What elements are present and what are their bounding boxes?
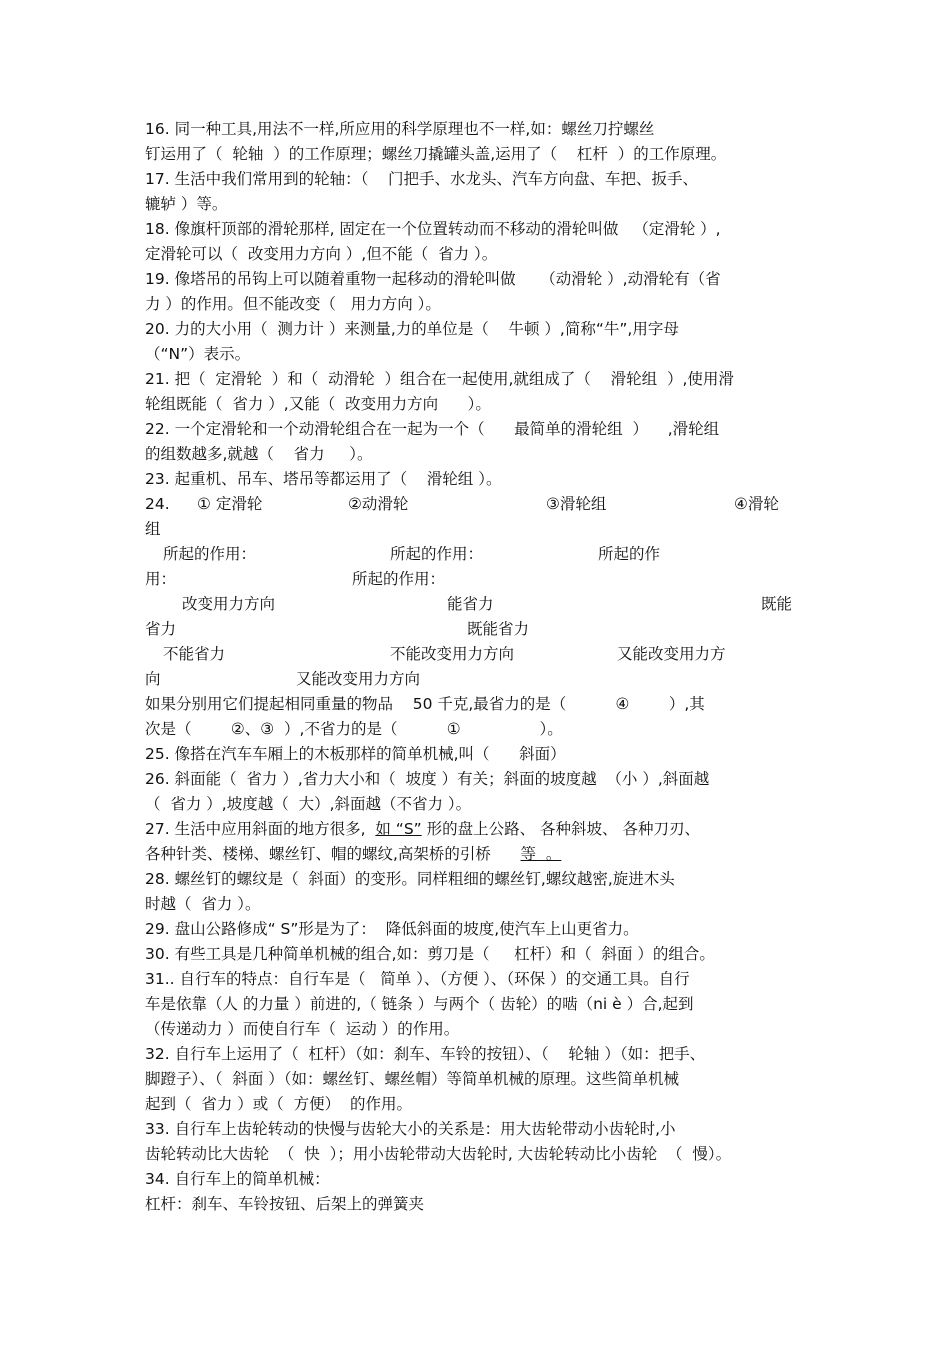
text-line: 辘轳 ）等。 bbox=[145, 195, 228, 213]
text-line: 时越（ 省力 ）。 bbox=[145, 895, 261, 913]
table-cell: 所起的作用： bbox=[163, 545, 257, 563]
table-cell: 改变用力方向 bbox=[182, 595, 276, 613]
text-line: 的组数越多,就越（ 省力 ）。 bbox=[145, 445, 373, 463]
text-line: 31.. 自行车的特点：自行车是（ 简单 ）、（方便 ）、（环保 ）的交通工具。自行 bbox=[145, 970, 690, 988]
table-cell: 所起的作用： bbox=[352, 570, 446, 588]
table-line bbox=[145, 567, 815, 592]
text-line: 30. 有些工具是几种简单机械的组合,如：剪刀是（ 杠杆）和（ 斜面 ）的组合。 bbox=[145, 945, 715, 963]
underlined-text: 等 。 bbox=[520, 845, 562, 863]
text-line: 车是依靠（人 的力量 ）前进的,（ 链条 ）与两个（ 齿轮）的啮（ni è ）合,起到 bbox=[145, 995, 694, 1013]
text-line: 次是（ ②、③ ）,不省力的是（ ① ）。 bbox=[145, 720, 563, 738]
text-line: 轮组既能（ 省力 ）,又能（ 改变用力方向 ）。 bbox=[145, 395, 491, 413]
table-cell: ④滑轮 bbox=[734, 495, 779, 513]
text-line: 22. 一个定滑轮和一个动滑轮组合在一起为一个（ 最简单的滑轮组 ） ,滑轮组 bbox=[145, 420, 720, 438]
text-line: （“N”）表示。 bbox=[145, 345, 251, 363]
table-cell: 能省力 bbox=[447, 595, 494, 613]
pulley-table bbox=[145, 492, 815, 692]
table-cell: 不能改变用力方向 bbox=[390, 645, 515, 663]
text-line: 33. 自行车上齿轮转动的快慢与齿轮大小的关系是：用大齿轮带动小齿轮时,小 bbox=[145, 1120, 676, 1138]
table-line bbox=[145, 617, 815, 642]
text-line: 34. 自行车上的简单机械： bbox=[145, 1170, 330, 1188]
table-line bbox=[145, 592, 815, 617]
document-body bbox=[145, 117, 815, 1217]
text-segment: 27. 生活中应用斜面的地方很多, bbox=[145, 820, 376, 838]
table-line bbox=[145, 517, 815, 542]
text-line: （ 省力 ）,坡度越（ 大）,斜面越（不省力 ）。 bbox=[145, 795, 472, 813]
table-cell: ① 定滑轮 bbox=[197, 495, 263, 513]
table-cell: ②动滑轮 bbox=[348, 495, 409, 513]
text-line: 20. 力的大小用（ 测力计 ）来测量,力的单位是（ 牛顿 ）,简称“牛”,用字母 bbox=[145, 320, 679, 338]
text-line: 力 ）的作用。但不能改变（ 用力方向 ）。 bbox=[145, 295, 441, 313]
text-line: 如果分别用它们提起相同重量的物品 50 千克,最省力的是（ ④ ）,其 bbox=[145, 695, 705, 713]
text-line: 23. 起重机、吊车、塔吊等都运用了（ 滑轮组 ）。 bbox=[145, 470, 502, 488]
table-line bbox=[145, 542, 815, 567]
table-cell: 24. bbox=[145, 495, 170, 513]
table-cell: 所起的作 bbox=[598, 545, 661, 563]
text-line: 齿轮转动比大齿轮 （ 快 ）；用小齿轮带动大齿轮时, 大齿轮转动比小齿轮 （ 慢）。 bbox=[145, 1145, 732, 1163]
table-cell: 所起的作用： bbox=[390, 545, 484, 563]
table-cell: 既能省力 bbox=[467, 620, 530, 638]
text-line: 29. 盘山公路修成“ S”形是为了： 降低斜面的坡度,使汽车上山更省力。 bbox=[145, 920, 639, 938]
text-line: 18. 像旗杆顶部的滑轮那样, 固定在一个位置转动而不移动的滑轮叫做 （定滑轮 ）, bbox=[145, 220, 721, 238]
table-line bbox=[145, 492, 815, 517]
table-cell: ③滑轮组 bbox=[546, 495, 607, 513]
table-line bbox=[145, 667, 815, 692]
text-segment: 形的盘上公路、 各种斜坡、 各种刀刃、 bbox=[421, 820, 700, 838]
text-line: （传递动力 ）而使自行车（ 运动 ）的作用。 bbox=[145, 1020, 460, 1038]
text-line bbox=[145, 842, 815, 867]
text-line: 脚蹬子）、（ 斜面 ）（如：螺丝钉、螺丝帽）等简单机械的原理。这些简单机械 bbox=[145, 1070, 680, 1088]
text-line: 26. 斜面能（ 省力 ）,省力大小和（ 坡度 ）有关；斜面的坡度越 （小 ）,斜面越 bbox=[145, 770, 710, 788]
text-line: 16. 同一种工具,用法不一样,所应用的科学原理也不一样,如：螺丝刀拧螺丝 bbox=[145, 120, 655, 138]
text-line: 21. 把（ 定滑轮 ）和（ 动滑轮 ）组合在一起使用,就组成了（ 滑轮组 ）,使用滑 bbox=[145, 370, 734, 388]
underlined-text: 如 “S” bbox=[375, 820, 422, 838]
text-line bbox=[145, 817, 815, 842]
table-cell: 组 bbox=[145, 520, 161, 538]
table-cell: 不能省力 bbox=[163, 645, 226, 663]
text-line: 19. 像塔吊的吊钩上可以随着重物一起移动的滑轮叫做 （动滑轮 ）,动滑轮有（省 bbox=[145, 270, 721, 288]
table-cell: 用： bbox=[145, 570, 177, 588]
text-line: 17. 生活中我们常用到的轮轴：（ 门把手、水龙头、汽车方向盘、车把、扳手、 bbox=[145, 170, 699, 188]
text-line: 杠杆：刹车、车铃按钮、后架上的弹簧夹 bbox=[145, 1195, 425, 1213]
table-cell: 又能改变用力方向 bbox=[296, 670, 421, 688]
table-cell: 省力 bbox=[145, 620, 177, 638]
text-line: 定滑轮可以（ 改变用力方向 ）,但不能（ 省力 ）。 bbox=[145, 245, 498, 263]
text-line: 32. 自行车上运用了（ 杠杆）（如：刹车、车铃的按钮）、（ 轮轴 ）（如：把手、 bbox=[145, 1045, 706, 1063]
text-segment: 各种针类、楼梯、螺丝钉、帽的螺纹,高架桥的引桥 bbox=[145, 845, 521, 863]
text-line: 起到（ 省力 ）或（ 方便） 的作用。 bbox=[145, 1095, 412, 1113]
table-cell: 既能 bbox=[761, 595, 793, 613]
table-cell: 向 bbox=[145, 670, 161, 688]
text-line: 25. 像搭在汽车车厢上的木板那样的简单机械,叫（ 斜面） bbox=[145, 745, 566, 763]
text-line: 钉运用了（ 轮轴 ）的工作原理；螺丝刀撬罐头盖,运用了（ 杠杆 ）的工作原理。 bbox=[145, 145, 727, 163]
table-line bbox=[145, 642, 815, 667]
text-line: 28. 螺丝钉的螺纹是（ 斜面）的变形。同样粗细的螺丝钉,螺纹越密,旋进木头 bbox=[145, 870, 675, 888]
table-cell: 又能改变用力方 bbox=[617, 645, 726, 663]
